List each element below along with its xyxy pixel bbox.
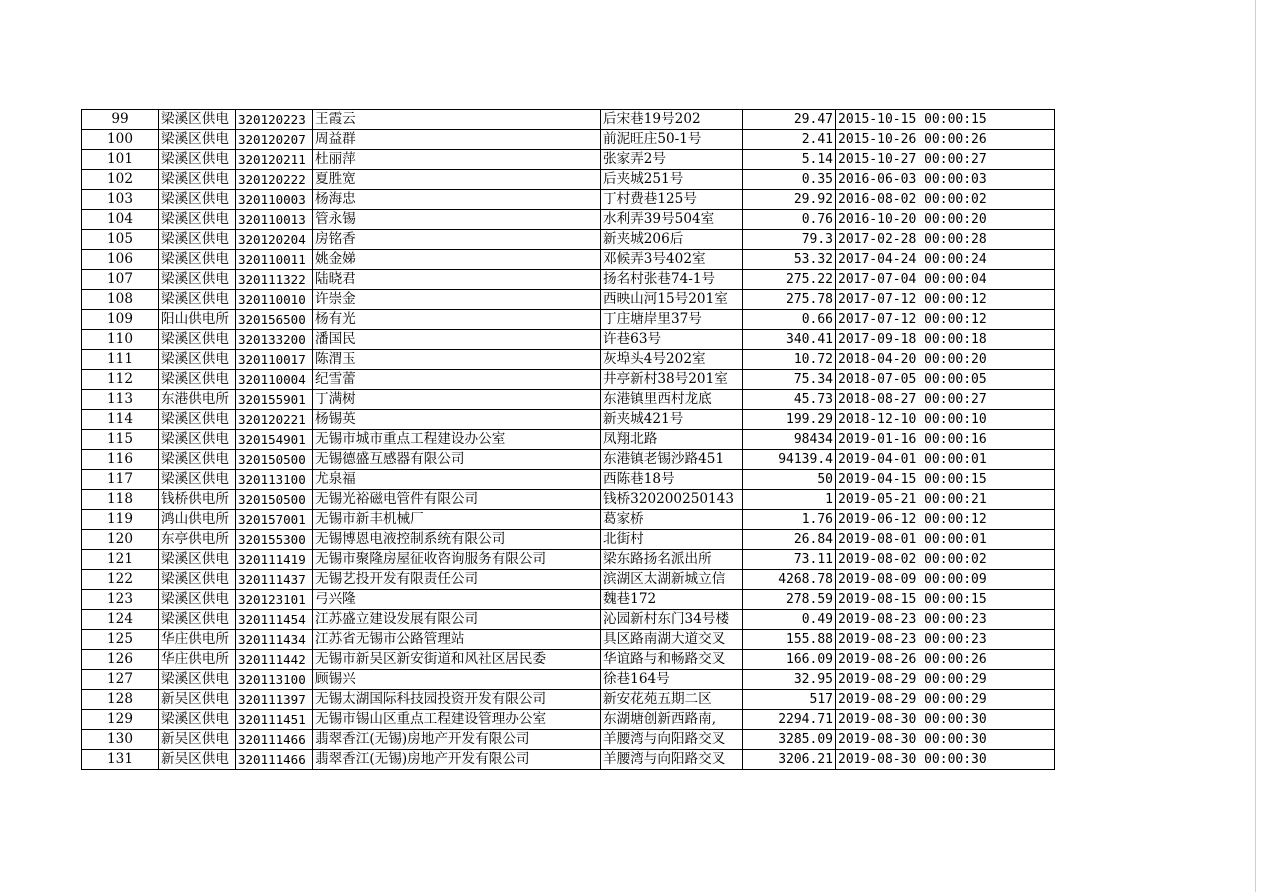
table-row [82, 330, 1055, 350]
unit-cell: 新吴区供电 [159, 750, 236, 770]
table-row [82, 370, 1055, 390]
unit-cell: 梁溪区供电 [159, 710, 236, 730]
time-cell: 2017-04-24 00:00:24 [836, 250, 1055, 270]
account-id-cell: 320155300 [236, 530, 313, 550]
amount-cell: 10.72 [743, 350, 836, 370]
time-cell: 2015-10-27 00:00:27 [836, 150, 1055, 170]
unit-cell: 梁溪区供电 [159, 410, 236, 430]
account-id-cell: 320120204 [236, 230, 313, 250]
name-cell: 陈渭玉 [313, 350, 601, 370]
account-id-cell: 320123101 [236, 590, 313, 610]
unit-cell: 梁溪区供电 [159, 210, 236, 230]
address-cell: 井亭新村38号201室 [601, 370, 743, 390]
table-row [82, 650, 1055, 670]
row-number: 101 [82, 150, 159, 170]
amount-cell: 45.73 [743, 390, 836, 410]
amount-cell: 199.29 [743, 410, 836, 430]
amount-cell: 275.78 [743, 290, 836, 310]
unit-cell: 梁溪区供电 [159, 430, 236, 450]
amount-cell: 0.49 [743, 610, 836, 630]
table-row [82, 210, 1055, 230]
row-number: 106 [82, 250, 159, 270]
table-row [82, 730, 1055, 750]
unit-cell: 梁溪区供电 [159, 230, 236, 250]
account-id-cell: 320111437 [236, 570, 313, 590]
name-cell: 江苏盛立建设发展有限公司 [313, 610, 601, 630]
amount-cell: 53.32 [743, 250, 836, 270]
table-row [82, 690, 1055, 710]
unit-cell: 梁溪区供电 [159, 250, 236, 270]
time-cell: 2019-01-16 00:00:16 [836, 430, 1055, 450]
amount-cell: 0.35 [743, 170, 836, 190]
table-row [82, 290, 1055, 310]
account-id-cell: 320110003 [236, 190, 313, 210]
address-cell: 凤翔北路 [601, 430, 743, 450]
unit-cell: 华庄供电所 [159, 650, 236, 670]
name-cell: 杜丽萍 [313, 150, 601, 170]
amount-cell: 32.95 [743, 670, 836, 690]
unit-cell: 梁溪区供电 [159, 150, 236, 170]
account-id-cell: 320110017 [236, 350, 313, 370]
row-number: 125 [82, 630, 159, 650]
table-row [82, 130, 1055, 150]
name-cell: 无锡光裕磁电管件有限公司 [313, 490, 601, 510]
amount-cell: 278.59 [743, 590, 836, 610]
account-id-cell: 320157001 [236, 510, 313, 530]
time-cell: 2017-09-18 00:00:18 [836, 330, 1055, 350]
address-cell: 后宋巷19号202 [601, 110, 743, 130]
row-number: 123 [82, 590, 159, 610]
time-cell: 2019-08-26 00:00:26 [836, 650, 1055, 670]
row-number: 126 [82, 650, 159, 670]
name-cell: 夏胜宽 [313, 170, 601, 190]
table-row [82, 410, 1055, 430]
account-id-cell: 320155901 [236, 390, 313, 410]
unit-cell: 梁溪区供电 [159, 590, 236, 610]
name-cell: 杨锡英 [313, 410, 601, 430]
account-id-cell: 320110011 [236, 250, 313, 270]
unit-cell: 梁溪区供电 [159, 350, 236, 370]
address-cell: 北街村 [601, 530, 743, 550]
address-cell: 东港镇里西村龙底 [601, 390, 743, 410]
table-row [82, 710, 1055, 730]
name-cell: 无锡市新丰机械厂 [313, 510, 601, 530]
name-cell: 无锡太湖国际科技园投资开发有限公司 [313, 690, 601, 710]
account-id-cell: 320120221 [236, 410, 313, 430]
unit-cell: 东港供电所 [159, 390, 236, 410]
account-id-cell: 320110004 [236, 370, 313, 390]
name-cell: 无锡市聚隆房屋征收咨询服务有限公司 [313, 550, 601, 570]
table-body [82, 110, 1055, 770]
address-cell: 新安花苑五期二区 [601, 690, 743, 710]
address-cell: 新夹城206后 [601, 230, 743, 250]
row-number: 112 [82, 370, 159, 390]
table-row [82, 670, 1055, 690]
amount-cell: 73.11 [743, 550, 836, 570]
address-cell: 西映山河15号201室 [601, 290, 743, 310]
unit-cell: 梁溪区供电 [159, 570, 236, 590]
address-cell: 丁庄塘岸里37号 [601, 310, 743, 330]
time-cell: 2018-12-10 00:00:10 [836, 410, 1055, 430]
account-id-cell: 320110010 [236, 290, 313, 310]
name-cell: 无锡博恩电液控制系统有限公司 [313, 530, 601, 550]
row-number: 117 [82, 470, 159, 490]
unit-cell: 梁溪区供电 [159, 670, 236, 690]
time-cell: 2019-08-09 00:00:09 [836, 570, 1055, 590]
address-cell: 滨湖区太湖新城立信 [601, 570, 743, 590]
address-cell: 徐巷164号 [601, 670, 743, 690]
unit-cell: 梁溪区供电 [159, 610, 236, 630]
time-cell: 2016-10-20 00:00:20 [836, 210, 1055, 230]
table-row [82, 170, 1055, 190]
table-row [82, 590, 1055, 610]
row-number: 100 [82, 130, 159, 150]
address-cell: 梁东路扬名派出所 [601, 550, 743, 570]
unit-cell: 鸿山供电所 [159, 510, 236, 530]
account-id-cell: 320111434 [236, 630, 313, 650]
time-cell: 2017-07-04 00:00:04 [836, 270, 1055, 290]
row-number: 108 [82, 290, 159, 310]
address-cell: 东港镇老锡沙路451 [601, 450, 743, 470]
row-number: 102 [82, 170, 159, 190]
account-id-cell: 320110013 [236, 210, 313, 230]
unit-cell: 梁溪区供电 [159, 270, 236, 290]
account-id-cell: 320120222 [236, 170, 313, 190]
time-cell: 2019-08-15 00:00:15 [836, 590, 1055, 610]
row-number: 111 [82, 350, 159, 370]
unit-cell: 梁溪区供电 [159, 450, 236, 470]
table-row [82, 270, 1055, 290]
name-cell: 无锡市锡山区重点工程建设管理办公室 [313, 710, 601, 730]
time-cell: 2019-08-29 00:00:29 [836, 690, 1055, 710]
data-table [81, 109, 1055, 770]
unit-cell: 梁溪区供电 [159, 470, 236, 490]
account-id-cell: 320111454 [236, 610, 313, 630]
time-cell: 2019-04-15 00:00:15 [836, 470, 1055, 490]
row-number: 113 [82, 390, 159, 410]
unit-cell: 新吴区供电 [159, 690, 236, 710]
unit-cell: 阳山供电所 [159, 310, 236, 330]
account-id-cell: 320111466 [236, 750, 313, 770]
address-cell: 新夹城421号 [601, 410, 743, 430]
account-id-cell: 320111466 [236, 730, 313, 750]
table-row [82, 110, 1055, 130]
name-cell: 王霞云 [313, 110, 601, 130]
row-number: 103 [82, 190, 159, 210]
time-cell: 2018-08-27 00:00:27 [836, 390, 1055, 410]
address-cell: 羊腰湾与向阳路交叉 [601, 750, 743, 770]
name-cell: 陆晓君 [313, 270, 601, 290]
name-cell: 许崇金 [313, 290, 601, 310]
address-cell: 灰埠头4号202室 [601, 350, 743, 370]
time-cell: 2016-08-02 00:00:02 [836, 190, 1055, 210]
name-cell: 杨海忠 [313, 190, 601, 210]
row-number: 116 [82, 450, 159, 470]
time-cell: 2019-08-23 00:00:23 [836, 630, 1055, 650]
row-number: 99 [82, 110, 159, 130]
address-cell: 张家弄2号 [601, 150, 743, 170]
amount-cell: 340.41 [743, 330, 836, 350]
amount-cell: 94139.4 [743, 450, 836, 470]
name-cell: 无锡艺投开发有限责任公司 [313, 570, 601, 590]
row-number: 115 [82, 430, 159, 450]
name-cell: 丁满树 [313, 390, 601, 410]
address-cell: 西陈巷18号 [601, 470, 743, 490]
amount-cell: 1.76 [743, 510, 836, 530]
address-cell: 具区路南湖大道交叉 [601, 630, 743, 650]
row-number: 129 [82, 710, 159, 730]
account-id-cell: 320120223 [236, 110, 313, 130]
unit-cell: 梁溪区供电 [159, 550, 236, 570]
amount-cell: 2294.71 [743, 710, 836, 730]
row-number: 109 [82, 310, 159, 330]
amount-cell: 5.14 [743, 150, 836, 170]
address-cell: 丁村费巷125号 [601, 190, 743, 210]
name-cell: 杨有光 [313, 310, 601, 330]
table-row [82, 230, 1055, 250]
name-cell: 翡翠香江(无锡)房地产开发有限公司 [313, 730, 601, 750]
name-cell: 弓兴隆 [313, 590, 601, 610]
address-cell: 东湖塘创新西路南, [601, 710, 743, 730]
time-cell: 2017-07-12 00:00:12 [836, 310, 1055, 330]
address-cell: 水利弄39号504室 [601, 210, 743, 230]
table-row [82, 510, 1055, 530]
amount-cell: 50 [743, 470, 836, 490]
name-cell: 纪雪蕾 [313, 370, 601, 390]
table-row [82, 610, 1055, 630]
time-cell: 2019-08-30 00:00:30 [836, 730, 1055, 750]
row-number: 110 [82, 330, 159, 350]
account-id-cell: 320120211 [236, 150, 313, 170]
row-number: 122 [82, 570, 159, 590]
row-number: 107 [82, 270, 159, 290]
row-number: 118 [82, 490, 159, 510]
amount-cell: 3206.21 [743, 750, 836, 770]
time-cell: 2017-02-28 00:00:28 [836, 230, 1055, 250]
name-cell: 翡翠香江(无锡)房地产开发有限公司 [313, 750, 601, 770]
account-id-cell: 320111322 [236, 270, 313, 290]
time-cell: 2015-10-15 00:00:15 [836, 110, 1055, 130]
account-id-cell: 320111442 [236, 650, 313, 670]
page-edge [1255, 0, 1256, 892]
amount-cell: 29.47 [743, 110, 836, 130]
table-row [82, 250, 1055, 270]
account-id-cell: 320156500 [236, 310, 313, 330]
table-row [82, 430, 1055, 450]
name-cell: 周益群 [313, 130, 601, 150]
row-number: 119 [82, 510, 159, 530]
account-id-cell: 320111397 [236, 690, 313, 710]
row-number: 114 [82, 410, 159, 430]
unit-cell: 梁溪区供电 [159, 110, 236, 130]
account-id-cell: 320111451 [236, 710, 313, 730]
row-number: 130 [82, 730, 159, 750]
time-cell: 2018-07-05 00:00:05 [836, 370, 1055, 390]
row-number: 124 [82, 610, 159, 630]
table-row [82, 190, 1055, 210]
address-cell: 羊腰湾与向阳路交叉 [601, 730, 743, 750]
account-id-cell: 320120207 [236, 130, 313, 150]
amount-cell: 166.09 [743, 650, 836, 670]
time-cell: 2019-08-29 00:00:29 [836, 670, 1055, 690]
name-cell: 尤泉福 [313, 470, 601, 490]
amount-cell: 26.84 [743, 530, 836, 550]
amount-cell: 4268.78 [743, 570, 836, 590]
time-cell: 2019-08-23 00:00:23 [836, 610, 1055, 630]
account-id-cell: 320113100 [236, 470, 313, 490]
amount-cell: 517 [743, 690, 836, 710]
address-cell: 邓候弄3号402室 [601, 250, 743, 270]
amount-cell: 275.22 [743, 270, 836, 290]
time-cell: 2019-08-02 00:00:02 [836, 550, 1055, 570]
row-number: 131 [82, 750, 159, 770]
amount-cell: 79.3 [743, 230, 836, 250]
account-id-cell: 320133200 [236, 330, 313, 350]
row-number: 128 [82, 690, 159, 710]
row-number: 105 [82, 230, 159, 250]
unit-cell: 梁溪区供电 [159, 370, 236, 390]
time-cell: 2019-06-12 00:00:12 [836, 510, 1055, 530]
time-cell: 2018-04-20 00:00:20 [836, 350, 1055, 370]
row-number: 121 [82, 550, 159, 570]
time-cell: 2019-08-30 00:00:30 [836, 710, 1055, 730]
unit-cell: 钱桥供电所 [159, 490, 236, 510]
name-cell: 姚金娣 [313, 250, 601, 270]
table-row [82, 390, 1055, 410]
row-number: 127 [82, 670, 159, 690]
address-cell: 钱桥320200250143 [601, 490, 743, 510]
table-row [82, 350, 1055, 370]
name-cell: 无锡市新吴区新安街道和风社区居民委 [313, 650, 601, 670]
name-cell: 无锡市城市重点工程建设办公室 [313, 430, 601, 450]
time-cell: 2017-07-12 00:00:12 [836, 290, 1055, 310]
name-cell: 房铭香 [313, 230, 601, 250]
address-cell: 扬名村张巷74-1号 [601, 270, 743, 290]
unit-cell: 梁溪区供电 [159, 130, 236, 150]
row-number: 120 [82, 530, 159, 550]
table-row [82, 750, 1055, 770]
amount-cell: 0.76 [743, 210, 836, 230]
name-cell: 潘国民 [313, 330, 601, 350]
account-id-cell: 320113100 [236, 670, 313, 690]
account-id-cell: 320150500 [236, 490, 313, 510]
amount-cell: 3285.09 [743, 730, 836, 750]
time-cell: 2019-04-01 00:00:01 [836, 450, 1055, 470]
time-cell: 2019-08-30 00:00:30 [836, 750, 1055, 770]
time-cell: 2019-05-21 00:00:21 [836, 490, 1055, 510]
table-row [82, 550, 1055, 570]
amount-cell: 155.88 [743, 630, 836, 650]
account-id-cell: 320111419 [236, 550, 313, 570]
amount-cell: 0.66 [743, 310, 836, 330]
name-cell: 顾锡兴 [313, 670, 601, 690]
address-cell: 前泥旺庄50-1号 [601, 130, 743, 150]
name-cell: 管永锡 [313, 210, 601, 230]
amount-cell: 2.41 [743, 130, 836, 150]
unit-cell: 梁溪区供电 [159, 170, 236, 190]
account-id-cell: 320154901 [236, 430, 313, 450]
unit-cell: 梁溪区供电 [159, 330, 236, 350]
time-cell: 2019-08-01 00:00:01 [836, 530, 1055, 550]
time-cell: 2016-06-03 00:00:03 [836, 170, 1055, 190]
time-cell: 2015-10-26 00:00:26 [836, 130, 1055, 150]
table-row [82, 310, 1055, 330]
table-row [82, 470, 1055, 490]
unit-cell: 梁溪区供电 [159, 290, 236, 310]
address-cell: 沁园新村东门34号楼 [601, 610, 743, 630]
table-row [82, 630, 1055, 650]
unit-cell: 梁溪区供电 [159, 190, 236, 210]
unit-cell: 华庄供电所 [159, 630, 236, 650]
row-number: 104 [82, 210, 159, 230]
address-cell: 华谊路与和畅路交叉 [601, 650, 743, 670]
amount-cell: 75.34 [743, 370, 836, 390]
address-cell: 许巷63号 [601, 330, 743, 350]
unit-cell: 新吴区供电 [159, 730, 236, 750]
table-row [82, 150, 1055, 170]
unit-cell: 东亭供电所 [159, 530, 236, 550]
name-cell: 无锡德盛互感器有限公司 [313, 450, 601, 470]
table-row [82, 570, 1055, 590]
table-row [82, 490, 1055, 510]
amount-cell: 98434 [743, 430, 836, 450]
amount-cell: 29.92 [743, 190, 836, 210]
address-cell: 后夹城251号 [601, 170, 743, 190]
amount-cell: 1 [743, 490, 836, 510]
account-id-cell: 320150500 [236, 450, 313, 470]
address-cell: 魏巷172 [601, 590, 743, 610]
table-row [82, 530, 1055, 550]
address-cell: 葛家桥 [601, 510, 743, 530]
table-row [82, 450, 1055, 470]
name-cell: 江苏省无锡市公路管理站 [313, 630, 601, 650]
